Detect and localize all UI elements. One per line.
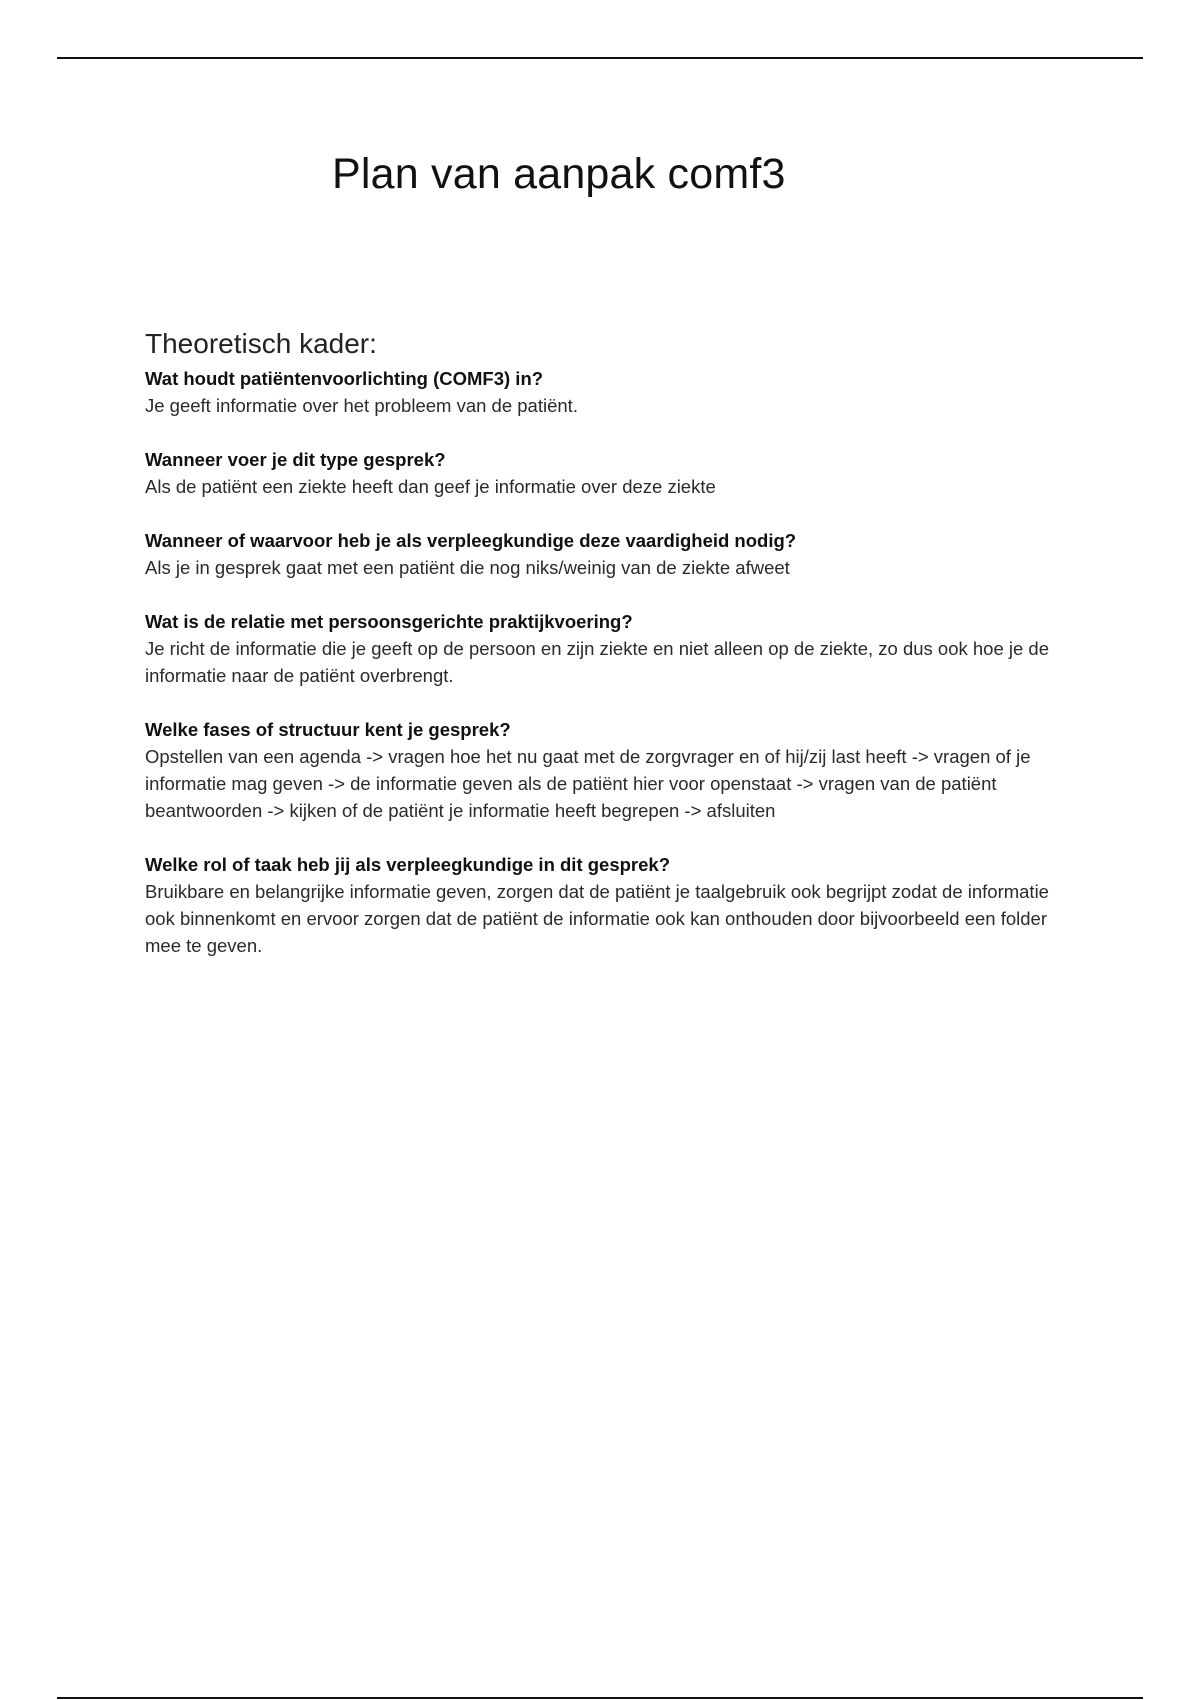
answer-text: Bruikbare en belangrijke informatie geven, zorgen dat de patiënt je taalgebruik ook begrijpt zodat de informatie ook binnenkomt en ervoor zorgen dat de patiënt de informatie ook kan onthouden door bijvoorbeeld een folder mee te geven.: [145, 881, 1049, 956]
question-text: Wat is de relatie met persoonsgerichte praktijkvoering?: [145, 611, 633, 632]
qa-block-1: [145, 365, 1075, 419]
footer-rule: [57, 1697, 1143, 1699]
answer-text: Je richt de informatie die je geeft op de persoon en zijn ziekte en niet alleen op de ziekte, zo dus ook hoe je de informatie naar de patiënt overbrengt.: [145, 638, 1049, 686]
qa-block-2: [145, 446, 1075, 500]
document-body: [145, 325, 1075, 986]
qa-block-3: [145, 527, 1075, 581]
question-text: Wanneer voer je dit type gesprek?: [145, 449, 446, 470]
answer-text: Als de patiënt een ziekte heeft dan geef je informatie over deze ziekte: [145, 476, 716, 497]
answer-text: Opstellen van een agenda -> vragen hoe het nu gaat met de zorgvrager en of hij/zij last heeft -> vragen of je informatie mag geven -> de informatie geven als de patiënt hier voor openstaat -> vragen van de patiënt beantwoorden -> kijken of de patiënt je informatie heeft begrepen -> afsluiten: [145, 746, 1031, 821]
qa-block-6: [145, 851, 1075, 959]
question-text: Wanneer of waarvoor heb je als verpleegkundige deze vaardigheid nodig?: [145, 530, 797, 551]
question-text: Wat houdt patiëntenvoorlichting (COMF3) in?: [145, 368, 544, 389]
answer-text: Als je in gesprek gaat met een patiënt die nog niks/weinig van de ziekte afweet: [145, 557, 790, 578]
qa-block-5: [145, 716, 1075, 824]
qa-block-4: [145, 608, 1075, 689]
answer-text: Je geeft informatie over het probleem van de patiënt.: [145, 395, 578, 416]
document-title: Plan van aanpak comf3: [332, 150, 786, 198]
section-heading: Theoretisch kader:: [145, 328, 377, 359]
header-rule: [57, 57, 1143, 59]
question-text: Welke fases of structuur kent je gesprek?: [145, 719, 511, 740]
question-text: Welke rol of taak heb jij als verpleegkundige in dit gesprek?: [145, 854, 671, 875]
